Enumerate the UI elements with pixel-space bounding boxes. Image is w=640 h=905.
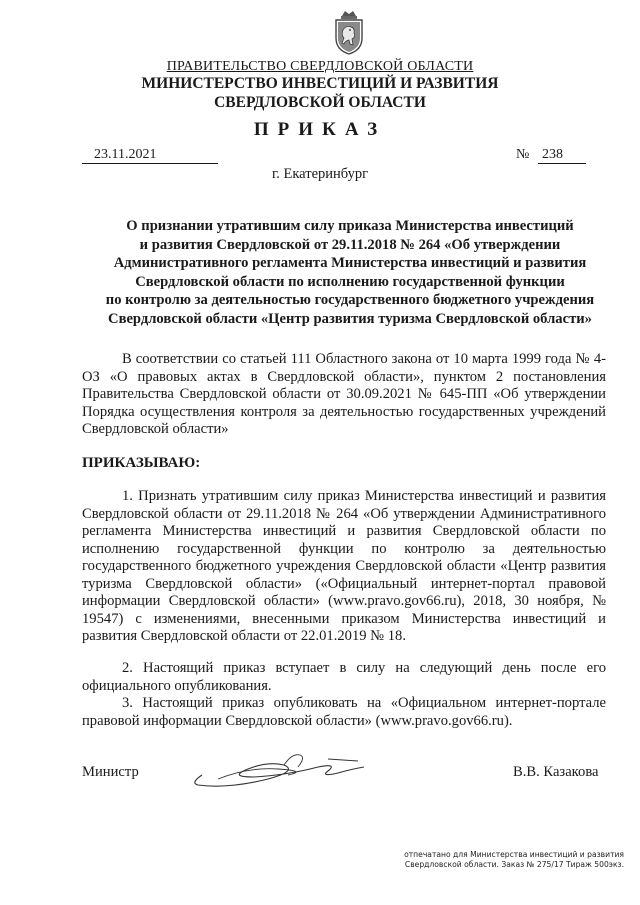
city-name: г. Екатеринбург: [271, 166, 369, 182]
handwritten-signature: [188, 745, 368, 789]
order-word: ПРИКАЗЫВАЮ:: [82, 455, 201, 471]
ministry-name-line-1: МИНИСТЕРСТВО ИНВЕСТИЦИЙ И РАЗВИТИЯ: [141, 75, 499, 92]
number-sign: №: [516, 147, 530, 162]
order-subject: [60, 217, 640, 329]
order-item-3: 3. Настоящий приказ опубликовать на «Официальном интернет-портале правовой информации Свердловской области» (www.pravo.gov66.ru).: [82, 695, 606, 729]
order-item-2: 2. Настоящий приказ вступает в силу на следующий день после его официального опубликования.: [82, 660, 606, 694]
subject-line: Административного регламента Министерства инвестиций и развития: [113, 255, 587, 272]
subject-line: Свердловской области «Центр развития туризма Свердловской области»: [108, 310, 592, 327]
preamble-paragraph: В соответствии со статьей 111 Областного закона от 10 марта 1999 года № 4-ОЗ «О правовых актах в Свердловской области», пунктом 2 постановления Правительства Свердловской области от 30.09.2021 № 645-ПП «Об утверждении Порядка осуществления контроля за деятельностью государственных учреждений Свердловской области»: [82, 351, 606, 437]
print-note-line-2: Свердловской области. Заказ № 275/17 Тираж 500экз.: [404, 860, 624, 869]
signer-name: В.В. Казакова: [513, 764, 599, 780]
signer-position: Министр: [82, 764, 139, 780]
subject-line: Свердловской области по исполнению государственной функции: [135, 273, 565, 290]
coat-of-arms-icon: [332, 8, 366, 56]
subject-line: по контролю за деятельностью государственного бюджетного учреждения: [105, 292, 595, 309]
ministry-name: [0, 74, 640, 112]
order-number: 238: [538, 146, 586, 164]
print-note: [380, 850, 624, 870]
subject-line: и развития Свердловской от 29.11.2018 № 264 «Об утверждении: [139, 236, 561, 253]
order-item-1: 1. Признать утратившим силу приказ Министерства инвестиций и развития Свердловской области от 29.11.2018 № 264 «Об утверждении Административного регламента Министерства инвестиций и развития Свердловской области по исполнению государственной функции по контролю за деятельностью государственного бюджетного учреждения Свердловской области «Центр развития туризма Свердловской области» («Официальный интернет-портал правовой информации Свердловской области» (www.pravo.gov66.ru), 2018, 30 ноября, № 19547) с изменениями, внесенными приказом Министерства инвестиций и развития Свердловской области от 22.01.2019 № 18.: [82, 488, 606, 644]
print-note-line-1: отпечатано для Министерства инвестиций и развития: [404, 850, 624, 859]
order-date: 23.11.2021: [82, 146, 218, 164]
document-type-title: ПРИКАЗ: [253, 119, 387, 140]
government-name: ПРАВИТЕЛЬСТВО СВЕРДЛОВСКОЙ ОБЛАСТИ: [166, 59, 474, 74]
ministry-name-line-2: СВЕРДЛОВСКОЙ ОБЛАСТИ: [214, 94, 426, 111]
subject-line: О признании утратившим силу приказа Министерства инвестиций: [126, 218, 574, 234]
